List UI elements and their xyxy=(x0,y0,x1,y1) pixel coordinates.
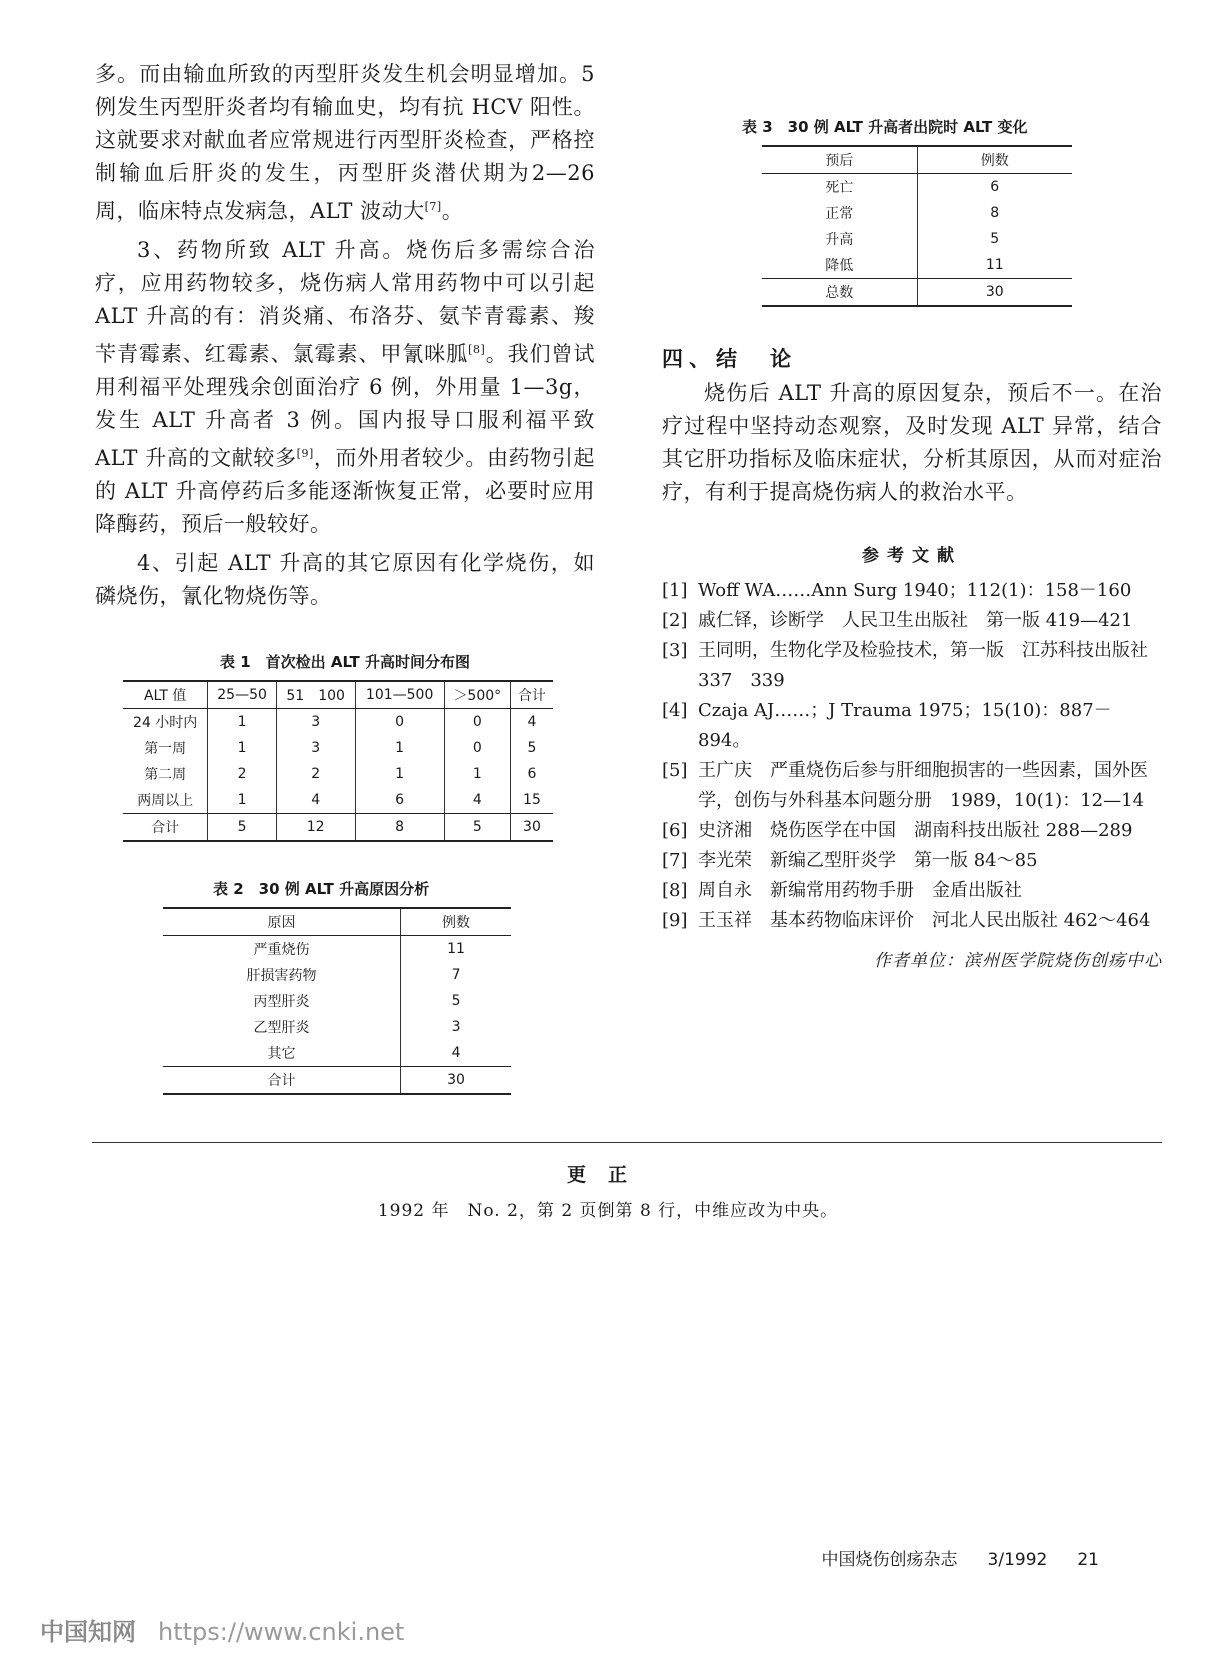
table-cell: 1 xyxy=(355,735,444,761)
table-row xyxy=(163,1040,511,1067)
table-row xyxy=(163,962,511,988)
table-row xyxy=(762,252,1072,279)
table1-header-cell: 51 100 xyxy=(276,681,355,709)
citation-9: [9] xyxy=(296,447,314,460)
table-total-cell: 8 xyxy=(355,814,444,842)
reference-item xyxy=(662,876,1162,906)
right-column xyxy=(662,58,1162,971)
reference-item xyxy=(662,696,1162,756)
table-cell: 11 xyxy=(917,252,1072,279)
table3-total-row xyxy=(762,279,1072,307)
citation-7: [7] xyxy=(424,200,442,213)
table-row xyxy=(163,936,511,963)
reference-number: [6] xyxy=(662,820,688,841)
table-total-cell: 合计 xyxy=(163,1067,401,1095)
table-cell: 乙型肝炎 xyxy=(253,1020,310,1036)
reference-number: [3] xyxy=(662,640,688,661)
reference-number: [8] xyxy=(662,880,688,901)
reference-number: [4] xyxy=(662,700,688,721)
table2-header-cell: 原因 xyxy=(163,908,401,936)
table3 xyxy=(762,145,1072,307)
table3-header-row xyxy=(762,146,1072,174)
reference-item xyxy=(662,756,1162,816)
table-row xyxy=(123,709,553,736)
table-cell: 0 xyxy=(444,735,510,761)
left-column xyxy=(95,58,595,1095)
paragraph-hcv: 多。而由输血所致的丙型肝炎发生机会明显增加。5例发生丙型肝炎者均有输血史，均有抗 HCV 阳性。这就要求对献血者应常规进行丙型肝炎检查，严格控制输血后肝炎的发生，丙型肝炎潜伏期为2—26 周，临床特点发病急，ALT 波动大[7]。 xyxy=(95,62,595,223)
table-cell: 5 xyxy=(917,226,1072,252)
table1-total-row xyxy=(123,814,553,842)
table-total-cell: 5 xyxy=(444,814,510,842)
table-row xyxy=(762,174,1072,201)
table-cell: 8 xyxy=(917,200,1072,226)
table-cell: 4 xyxy=(401,1040,511,1067)
table-cell: 第二周 xyxy=(144,767,187,783)
reference-item xyxy=(662,816,1162,846)
table3-caption: 表 3 30 例 ALT 升高者出院时 ALT 变化 xyxy=(742,118,1028,136)
author-unit: 作者单位：滨州医学院烧伤创疡中心 xyxy=(874,951,1162,971)
table-cell: 6 xyxy=(355,787,444,814)
table-cell: 降低 xyxy=(825,258,854,274)
table2-header-row xyxy=(163,908,511,936)
table-cell: 11 xyxy=(401,936,511,963)
reference-text: 王同明，生物化学及检验技术，第一版 江苏科技出版社 337 339 xyxy=(698,640,1148,691)
table1-header-cell: ＞500° xyxy=(444,681,510,709)
table1-header-cell: 101—500 xyxy=(355,681,444,709)
footer-page-number: 21 xyxy=(1077,1550,1099,1570)
table1-header-cell: ALT 值 xyxy=(123,681,208,709)
table-cell: 3 xyxy=(401,1014,511,1040)
citation-8: [8] xyxy=(468,343,486,356)
table1-header-row xyxy=(123,681,553,709)
table-cell: 死亡 xyxy=(825,180,854,196)
table1-caption: 表 1 首次检出 ALT 升高时间分布图 xyxy=(219,653,471,671)
paragraph-drugs: 3、药物所致 ALT 升高。烧伤后多需综合治疗，应用药物较多，烧伤病人常用药物中可以引起 ALT 升高的有：消炎痛、布洛芬、氨苄青霉素、羧苄青霉素、红霉素、氯霉素、甲氰咪胍[8]。我们曾试用利福平处理残余创面治疗 6 例，外用量 1—3g，发生 ALT 升高者 3 例。国内报导口服利福平致 ALT 升高的文献较多[9]，而外用者较少。由药物引起的 ALT 升高停药后多能逐渐恢复正常，必要时应用降酶药，预后一般较好。 xyxy=(95,238,596,536)
table-cell: 严重烧伤 xyxy=(253,942,310,958)
page-footer xyxy=(792,1545,1099,1570)
reference-text: 周自永 新编常用药物手册 金盾出版社 xyxy=(698,880,1022,901)
table-total-cell: 30 xyxy=(510,814,553,842)
table-row xyxy=(762,200,1072,226)
table-cell: 15 xyxy=(510,787,553,814)
references-list xyxy=(662,576,1162,936)
table-cell: 肝损害药物 xyxy=(246,968,317,984)
reference-text: 戚仁铎，诊断学 人民卫生出版社 第一版 419—421 xyxy=(698,610,1133,631)
footer-issue: 3/1992 xyxy=(987,1550,1048,1570)
conclusion-heading: 四、结 论 xyxy=(662,347,797,371)
watermark-url: https://www.cnki.net xyxy=(158,1618,405,1646)
table-cell: 4 xyxy=(444,787,510,814)
table3-header-cell: 预后 xyxy=(762,146,917,174)
table-row xyxy=(123,761,553,787)
watermark-brand: 中国知网 xyxy=(40,1618,136,1646)
table-cell: 2 xyxy=(208,761,276,787)
references-title: 参考文献 xyxy=(862,546,962,566)
table-total-cell: 30 xyxy=(917,279,1072,307)
reference-item xyxy=(662,636,1162,696)
erratum-text: 1992 年 No. 2，第 2 页倒第 8 行，中维应改为中央。 xyxy=(377,1201,839,1221)
reference-item xyxy=(662,606,1162,636)
reference-text: 李光荣 新编乙型肝炎学 第一版 84～85 xyxy=(698,850,1038,871)
table-cell: 4 xyxy=(510,709,553,736)
table-cell: 2 xyxy=(276,761,355,787)
table-cell: 6 xyxy=(917,174,1072,201)
table3-header-cell: 例数 xyxy=(917,146,1072,174)
footer-journal-name: 中国烧伤创疡杂志 xyxy=(821,1550,958,1570)
table-cell: 7 xyxy=(401,962,511,988)
reference-text: 王玉祥 基本药物临床评价 河北人民出版社 462～464 xyxy=(698,910,1151,931)
table-cell: 24 小时内 xyxy=(133,715,198,731)
table-cell: 升高 xyxy=(825,232,854,248)
table2-header-cell: 例数 xyxy=(401,908,511,936)
table-cell: 3 xyxy=(276,735,355,761)
reference-text: 王广庆 严重烧伤后参与肝细胞损害的一些因素，国外医学，创伤与外科基本问题分册 1989，10(1)：12—14 xyxy=(698,760,1148,811)
table-row xyxy=(123,787,553,814)
table-cell: 两周以上 xyxy=(137,793,194,809)
conclusion-text: 烧伤后 ALT 升高的原因复杂，预后不一。在治疗过程中坚持动态观察，及时发现 ALT 异常，结合其它肝功指标及临床症状，分析其原因，从而对症治疗，有利于提高烧伤病人的救治水平。 xyxy=(662,381,1162,504)
table-total-cell: 30 xyxy=(401,1067,511,1095)
divider-rule xyxy=(92,1142,1162,1143)
table2 xyxy=(163,907,511,1095)
reference-number: [9] xyxy=(662,910,688,931)
table-total-cell: 12 xyxy=(276,814,355,842)
table-row xyxy=(163,1014,511,1040)
table-cell: 正常 xyxy=(825,206,854,222)
reference-text: 史济湘 烧伤医学在中国 湖南科技出版社 288—289 xyxy=(698,820,1133,841)
table-total-cell: 5 xyxy=(208,814,276,842)
table-cell: 4 xyxy=(276,787,355,814)
table1-header-cell: 合计 xyxy=(510,681,553,709)
table1-header-cell: 25—50 xyxy=(208,681,276,709)
table-total-cell: 总数 xyxy=(762,279,917,307)
reference-number: [2] xyxy=(662,610,688,631)
table-cell: 其它 xyxy=(267,1046,296,1062)
table2-total-row xyxy=(163,1067,511,1095)
table-cell: 1 xyxy=(208,735,276,761)
table-cell: 5 xyxy=(401,988,511,1014)
table-row xyxy=(163,988,511,1014)
reference-item xyxy=(662,576,1162,606)
table-row xyxy=(762,226,1072,252)
table-cell: 丙型肝炎 xyxy=(253,994,310,1010)
table-row xyxy=(123,735,553,761)
reference-item xyxy=(662,846,1162,876)
table1 xyxy=(123,680,553,842)
reference-text: Czaja AJ……；J Trauma 1975；15(10)：887－894。 xyxy=(698,700,1112,751)
table-cell: 3 xyxy=(276,709,355,736)
reference-number: [5] xyxy=(662,760,688,781)
cnki-watermark xyxy=(40,1612,404,1647)
table-cell: 1 xyxy=(208,709,276,736)
paragraph-other-causes: 4、引起 ALT 升高的其它原因有化学烧伤，如磷烧伤，氰化物烧伤等。 xyxy=(95,551,595,608)
erratum-title: 更正 xyxy=(566,1164,649,1186)
reference-number: [1] xyxy=(662,580,688,601)
table2-caption: 表 2 30 例 ALT 升高原因分析 xyxy=(213,880,430,898)
reference-text: Woff WA……Ann Surg 1940；112(1)：158－160 xyxy=(698,580,1132,601)
table-cell: 1 xyxy=(444,761,510,787)
table-cell: 1 xyxy=(208,787,276,814)
table-cell: 1 xyxy=(355,761,444,787)
table-cell: 6 xyxy=(510,761,553,787)
reference-item xyxy=(662,906,1162,936)
table-cell: 第一周 xyxy=(144,741,187,757)
reference-number: [7] xyxy=(662,850,688,871)
table-cell: 0 xyxy=(355,709,444,736)
table-cell: 5 xyxy=(510,735,553,761)
table-cell: 0 xyxy=(444,709,510,736)
table-total-cell: 合计 xyxy=(123,814,208,842)
